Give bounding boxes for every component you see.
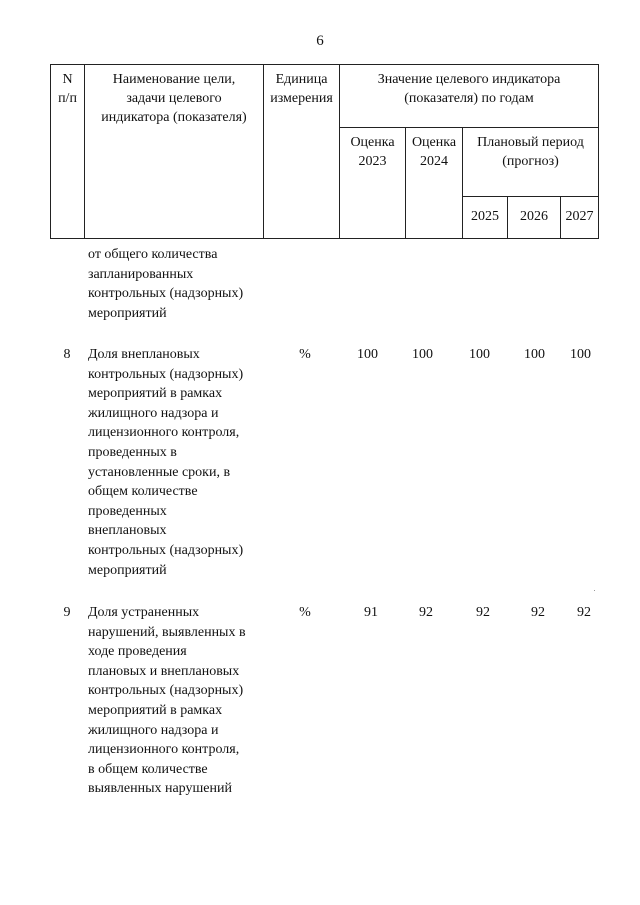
scan-speck: [594, 590, 595, 591]
header-col-n: N п/п: [51, 65, 85, 239]
page-number: 6: [316, 33, 324, 49]
row-value-2027: 92: [577, 605, 591, 620]
header-col-2026: 2026: [508, 197, 561, 239]
row-name: Доля внеплановых контрольных (надзорных) мероприятий в рамках жилищного надзора и лицензионного контроля, проведенных в установленные сроки, в общем количестве проведенных внеплановых контрольных (надзорных) мероприятий: [88, 347, 244, 578]
header-col-plan: Плановый период (прогноз): [463, 128, 599, 197]
header-col-est-2023: Оценка 2023: [340, 128, 406, 239]
header-col-values: Значение целевого индикатора (показателя) по годам: [340, 65, 599, 128]
row-value-2023: 91: [364, 605, 378, 620]
table-header: [50, 64, 599, 239]
row-number: 9: [63, 605, 71, 620]
row-value-2025: 92: [476, 605, 490, 620]
row-value-2024: 100: [412, 347, 433, 362]
row-name: Доля устраненных нарушений, выявленных в ходе проведения плановых и внеплановых контрольных (надзорных) мероприятий в рамках жилищного надзора и лицензионного контроля, в общем количестве выявленных нарушений: [88, 605, 246, 797]
header-col-est-2024: Оценка 2024: [406, 128, 463, 239]
row-value-2023: 100: [357, 347, 378, 362]
row-value-2026: 100: [524, 347, 545, 362]
header-col-unit: Единица измерения: [264, 65, 340, 239]
continuation-name: от общего количества запланированных контрольных (надзорных) мероприятий: [88, 247, 244, 321]
header-col-2027: 2027: [561, 197, 599, 239]
row-value-2025: 100: [469, 347, 490, 362]
header-col-2025: 2025: [463, 197, 508, 239]
header-col-name: Наименование цели, задачи целевого индикатора (показателя): [85, 65, 264, 239]
row-value-2026: 92: [531, 605, 545, 620]
row-unit: %: [299, 347, 311, 362]
row-value-2027: 100: [570, 347, 591, 362]
row-unit: %: [299, 605, 311, 620]
row-number: 8: [63, 347, 71, 362]
row-value-2024: 92: [419, 605, 433, 620]
